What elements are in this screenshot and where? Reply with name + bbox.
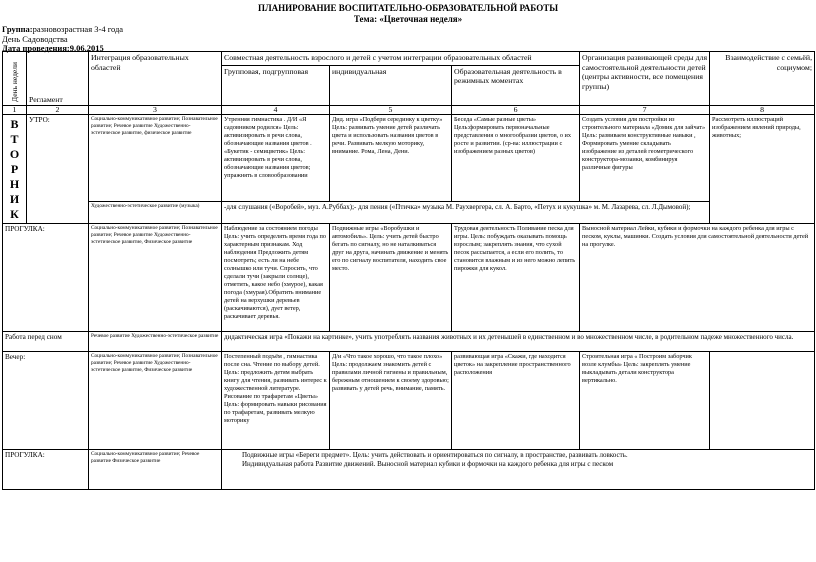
morning-label: УТРО: — [27, 115, 89, 224]
before-sleep-activity: дидактическая игра «Покажи на картинке», учить употреблять названия животных и их детенышей в единственном и во множественном числе, в родительном падеже множественного числа. — [222, 332, 815, 352]
column-number: 6 — [452, 106, 580, 115]
walk2-activity — [222, 450, 815, 490]
music-integration: Художественно-эстетическое развитие (музыка) — [89, 202, 222, 224]
column-number: 1 — [3, 106, 27, 115]
column-number: 8 — [710, 106, 815, 115]
morning-individual: Дид. игра «Подбери серединку к цветку» Цель: развивать умение детей различать цвета и использовать названия цветов в речи. Развивать мелкую моторику, внимание. Рома, Лена, Дени. — [330, 115, 452, 202]
before-sleep-label: Работа перед сном — [3, 332, 89, 352]
walk-routine: Трудовая деятельность Поливание песка для игры. Цель: побуждать оказывать помощь взрослым; закреплять знания, что сухой песок рассыпается, а если его полить, то становится влажным и из него можно лепить пирожки для кукол. — [452, 224, 580, 332]
day-letter: Н — [9, 177, 20, 191]
day-of-week — [3, 115, 27, 224]
theme-title: Тема: «Цветочная неделя» — [353, 14, 463, 24]
day-letter: Р — [10, 162, 19, 176]
walk2-line2: Индивидуальная работа Развитие движений. Выносной материал кубики и формочки на каждого ребенка для игры с песком — [242, 459, 614, 468]
morning-environment: Создать условия для постройки из строительного материала «Домик для зайчат» Цель: развиваем конструктивные навыки , Формировать умение складывать изображение из деталей геометрического конструктора-мозаики, комбинируя различные фигуры — [580, 115, 710, 202]
column-number: 3 — [89, 106, 222, 115]
header-routine: Образовательная деятельность в режимных моментах — [452, 65, 580, 105]
header-interaction: Взаимодействие с семьёй, социумом; — [710, 52, 815, 106]
evening-individual: Д/и «Что такое хорошо, что такое плохо» Цель: продолжаем знакомить детей с правилами личной гигиены и правильным, бережным отношением к своему здоровью; развивать у детей речь, внимание, память. — [330, 352, 452, 450]
plan-table — [2, 51, 815, 490]
morning-interaction: Рассмотреть иллюстраций изображением явлений природы, животных; — [710, 115, 815, 224]
walk2-label: ПРОГУЛКА: — [3, 450, 89, 490]
group-label: Группа: — [2, 24, 33, 34]
walk-group: Наблюдение за состоянием погоды Цель: учить определять время года по характерным признакам. Ход наблюдения Предложить детям посмотреть; есть ли на небе солнышко или тучи. Спросить, что сделали тучи (закрыли солнце), отметить, какое небо (хмурое), какая погода (хмурая).Обратить внимание детей на верхушки деревьев (раскачиваются), дует ветер, раскачивает деревья. — [222, 224, 330, 332]
walk-environment: Выносной материал Лейки, кубики и формочки на каждого ребенка для игры с песком, куклы, машинки. Создать условия для самостоятельной деятельности детей на прогулке. — [580, 224, 815, 332]
day-letter: В — [10, 117, 19, 131]
date-line: Дата проведения:9.06.2015 — [2, 43, 104, 53]
header-group: Групповая, подгрупповая — [222, 65, 330, 105]
header-regulation: Регламент — [27, 52, 89, 106]
evening-environment: Строительная игра « Построим заборчик возле клумбы» Цель: закреплять умение выкладывать детали конструктора вертикально. — [580, 352, 710, 450]
header-joint: Совместная деятельность взрослого и детей с учетом интеграции образовательных областей — [222, 52, 580, 66]
header-integration: Интеграция образовательных областей — [89, 52, 222, 106]
column-number: 2 — [27, 106, 89, 115]
music-activity: -для слушания («Воробей», муз. А.Руббах);- для пения («Птичка» музыка М. Раухвергера, сл. А. Барто, «Петух и кукушка» м. М. Лазарева, сл. Л.Дымовой); — [222, 202, 710, 224]
walk-integration: Социально-коммуникативное развитие; Познавательное развитие; Речевое развитие Художественно-эстетическое развитие, Физическое развитие — [89, 224, 222, 332]
walk-individual: Подвижные игры «Воробушки и автомобиль». Цель: учить детей быстро бегать по сигналу, но не наталкиваться друг на друга, начинать движение и менять его по сигналу воспитателя, находить свое место. — [330, 224, 452, 332]
header-day-week: День недели — [3, 52, 27, 106]
morning-group: Утренняя гимнастика . Д/И «Я садовником родился» Цель: активизировать в речи слова, обозначающие названия цветов . «Букетик - семицветик» Цель: активизировать в речи слова, обозначающие названия цветов; упражнять в словообразовании — [222, 115, 330, 202]
evening-group: Постепенный подъём , гимнастика после сна. Чтение по выбору детей. Цель: предложить детям выбрать книгу для чтения, развивать интерес к художественной литературе. Рисование по трафаретам «Цветы» Цель: формировать навыки рисования по трафаретам, развивать мелкую моторику — [222, 352, 330, 450]
walk2-integration: Социально-коммуникативное развитие; Речевое развитие Физическое развитие — [89, 450, 222, 490]
evening-interaction — [710, 352, 815, 450]
day-letter: К — [10, 207, 19, 221]
group-line — [2, 24, 123, 34]
day-line: День Садоводства — [2, 34, 68, 44]
walk-label: ПРОГУЛКА: — [3, 224, 89, 332]
column-number: 4 — [222, 106, 330, 115]
page-title: ПЛАНИРОВАНИЕ ВОСПИТАТЕЛЬНО-ОБРАЗОВАТЕЛЬНОЙ РАБОТЫ — [257, 3, 559, 13]
group-value: разновозрастная 3-4 года — [32, 24, 124, 34]
column-number: 7 — [580, 106, 710, 115]
walk2-line1: Подвижные игры «Береги предмет». Цель: учить действовать и ориентироваться по сигналу, в пространстве, развивать ловкость. — [242, 451, 628, 459]
day-letter: О — [9, 147, 20, 161]
evening-routine: развивающая игра «Скажи, где находится цветок» на закрепление пространственного расположения — [452, 352, 580, 450]
day-letter: Т — [10, 132, 19, 146]
morning-integration: Социально-коммуникативное развитие; Познавательное развитие; Речевое развитие Художественно-эстетическое развитие, физическое развитие — [89, 115, 222, 202]
evening-label: Вечер: — [3, 352, 89, 450]
day-letter: И — [9, 192, 20, 206]
evening-integration: Социально-коммуникативное развитие; Познавательное развитие; Речевое развитие Художественно-эстетическое развитие, Физическое развитие — [89, 352, 222, 450]
header-individual: индивидуальная — [330, 65, 452, 105]
column-number: 5 — [330, 106, 452, 115]
morning-routine: Беседа «Самые разные цветы» Цель:формировать первоначальные представления о многообразии цветов, о их росте и развитии. (ср-ва: иллюстрации с изображением разных цветов) — [452, 115, 580, 202]
header-environment: Организация развивающей среды для самостоятельной деятельности детей (центры активности, все помещения группы) — [580, 52, 710, 106]
before-sleep-integration: Речевое развитие Художественно-эстетическое развитие — [89, 332, 222, 352]
